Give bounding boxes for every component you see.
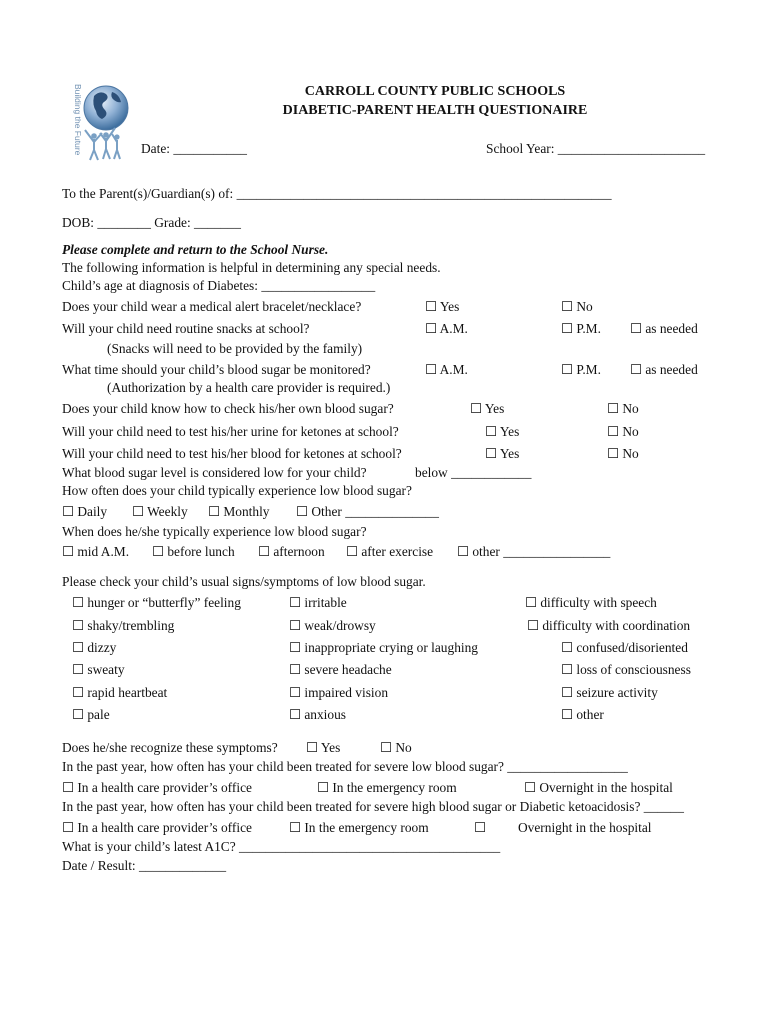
low-treated-hospital-checkbox[interactable]: ☐ Overnight in the hospital — [524, 780, 673, 795]
symptom-checkbox[interactable]: ☐ difficulty with coordination — [527, 618, 691, 633]
symptom-checkbox[interactable]: ☐ pale — [72, 707, 110, 722]
timing-midam-checkbox[interactable]: ☐ mid A.M. — [62, 544, 130, 559]
check-sugar-no-checkbox[interactable]: ☐ No — [607, 401, 639, 416]
timing-afternoon-checkbox[interactable]: ☐ afternoon — [258, 544, 325, 559]
high-treated-question[interactable]: In the past year, how often has your child been treated for severe high blood sugar or Diabetic ketoacidosis? ______ — [62, 799, 684, 814]
a1c-field[interactable]: What is your child’s latest A1C? _______________________________________ — [62, 839, 501, 854]
symptom-checkbox[interactable]: ☐ dizzy — [72, 640, 117, 655]
monitor-pm-checkbox[interactable]: ☐ P.M. — [561, 362, 601, 377]
blood-ketones-question: Will your child need to test his/her blood for ketones at school? — [62, 446, 402, 461]
bracelet-question: Does your child wear a medical alert bracelet/necklace? — [62, 299, 362, 314]
low-timing-question: When does he/she typically experience low blood sugar? — [62, 524, 367, 539]
blood-ketones-yes-checkbox[interactable]: ☐ Yes — [485, 446, 520, 461]
monitor-note: (Authorization by a health care provider is required.) — [107, 380, 391, 395]
symptom-checkbox[interactable]: ☐ anxious — [289, 707, 347, 722]
monitor-question: What time should your child’s blood sugar be monitored? — [62, 362, 371, 377]
school-year-field[interactable]: School Year: ______________________ — [486, 141, 706, 156]
intro-text: The following information is helpful in determining any special needs. — [62, 260, 441, 275]
high-treated-er-checkbox[interactable]: ☐ In the emergency room — [289, 820, 429, 835]
frequency-other-checkbox[interactable]: ☐ Other ______________ — [296, 504, 439, 519]
snacks-am-checkbox[interactable]: ☐ A.M. — [425, 321, 468, 336]
logo-tagline: Building the Future — [73, 84, 83, 156]
frequency-daily-checkbox[interactable]: ☐ Daily — [62, 504, 108, 519]
recognize-no-checkbox[interactable]: ☐ No — [380, 740, 412, 755]
low-frequency-question: How often does your child typically experience low blood sugar? — [62, 483, 412, 498]
date-field[interactable]: Date: ___________ — [141, 141, 247, 156]
snacks-question: Will your child need routine snacks at school? — [62, 321, 310, 336]
children-figures-icon — [85, 128, 120, 160]
low-level-field[interactable]: below ____________ — [415, 465, 532, 480]
recognize-question: Does he/she recognize these symptoms? — [62, 740, 278, 755]
snacks-pm-checkbox[interactable]: ☐ P.M. — [561, 321, 601, 336]
dob-grade-field[interactable]: DOB: ________ Grade: _______ — [62, 215, 241, 230]
symptom-checkbox[interactable]: ☐ difficulty with speech — [525, 595, 657, 610]
bracelet-no-checkbox[interactable]: ☐ No — [561, 299, 593, 314]
urine-ketones-yes-checkbox[interactable]: ☐ Yes — [485, 424, 520, 439]
form-title-line1: CARROLL COUNTY PUBLIC SCHOOLS — [304, 84, 566, 99]
recognize-yes-checkbox[interactable]: ☐ Yes — [306, 740, 341, 755]
low-treated-er-checkbox[interactable]: ☐ In the emergency room — [317, 780, 457, 795]
symptom-checkbox[interactable]: ☐ impaired vision — [289, 685, 389, 700]
low-treated-office-checkbox[interactable]: ☐ In a health care provider’s office — [62, 780, 252, 795]
urine-ketones-no-checkbox[interactable]: ☐ No — [607, 424, 639, 439]
low-level-question: What blood sugar level is considered low for your child? — [62, 465, 367, 480]
urine-ketones-question: Will your child need to test his/her urine for ketones at school? — [62, 424, 399, 439]
symptom-checkbox[interactable]: ☐ irritable — [289, 595, 347, 610]
timing-afterexercise-checkbox[interactable]: ☐ after exercise — [346, 544, 434, 559]
check-sugar-yes-checkbox[interactable]: ☐ Yes — [470, 401, 505, 416]
instruction-text: Please complete and return to the School Nurse. — [62, 242, 329, 257]
date-result-field[interactable]: Date / Result: _____________ — [62, 858, 227, 873]
symptom-checkbox[interactable]: ☐ weak/drowsy — [289, 618, 376, 633]
blood-ketones-no-checkbox[interactable]: ☐ No — [607, 446, 639, 461]
symptom-checkbox[interactable]: ☐ loss of consciousness — [561, 662, 691, 677]
frequency-monthly-checkbox[interactable]: ☐ Monthly — [208, 504, 270, 519]
snacks-asneeded-checkbox[interactable]: ☐ as needed — [630, 321, 698, 336]
high-treated-office-checkbox[interactable]: ☐ In a health care provider’s office — [62, 820, 252, 835]
symptom-checkbox[interactable]: ☐ shaky/trembling — [72, 618, 175, 633]
bracelet-yes-checkbox[interactable]: ☐ Yes — [425, 299, 460, 314]
check-sugar-question: Does your child know how to check his/her own blood sugar? — [62, 401, 394, 416]
symptom-checkbox[interactable]: ☐ severe headache — [289, 662, 392, 677]
monitor-asneeded-checkbox[interactable]: ☐ as needed — [630, 362, 698, 377]
low-treated-question[interactable]: In the past year, how often has your child been treated for severe low blood sugar? __________________ — [62, 759, 628, 774]
symptom-checkbox[interactable]: ☐ hunger or “butterfly” feeling — [72, 595, 241, 610]
symptom-checkbox[interactable]: ☐ other — [561, 707, 604, 722]
symptom-checkbox[interactable]: ☐ confused/disoriented — [561, 640, 688, 655]
symptom-checkbox[interactable]: ☐ seizure activity — [561, 685, 658, 700]
symptom-checkbox[interactable]: ☐ rapid heartbeat — [72, 685, 168, 700]
high-treated-hospital-label: Overnight in the hospital — [518, 820, 652, 835]
diagnosis-age-field[interactable]: Child’s age at diagnosis of Diabetes: _________________ — [62, 278, 376, 293]
frequency-weekly-checkbox[interactable]: ☐ Weekly — [132, 504, 188, 519]
timing-beforelunch-checkbox[interactable]: ☐ before lunch — [152, 544, 235, 559]
timing-other-checkbox[interactable]: ☐ other ________________ — [457, 544, 611, 559]
symptom-checkbox[interactable]: ☐ inappropriate crying or laughing — [289, 640, 479, 655]
parent-guardian-field[interactable]: To the Parent(s)/Guardian(s) of: ________________________________________________________ — [62, 186, 612, 201]
form-title-line2: DIABETIC-PARENT HEALTH QUESTIONAIRE — [282, 103, 588, 118]
monitor-am-checkbox[interactable]: ☐ A.M. — [425, 362, 468, 377]
snacks-note: (Snacks will need to be provided by the family) — [107, 341, 363, 356]
high-treated-hospital-checkbox[interactable]: ☐ — [474, 820, 487, 835]
symptoms-question: Please check your child’s usual signs/symptoms of low blood sugar. — [62, 574, 426, 589]
symptom-checkbox[interactable]: ☐ sweaty — [72, 662, 125, 677]
